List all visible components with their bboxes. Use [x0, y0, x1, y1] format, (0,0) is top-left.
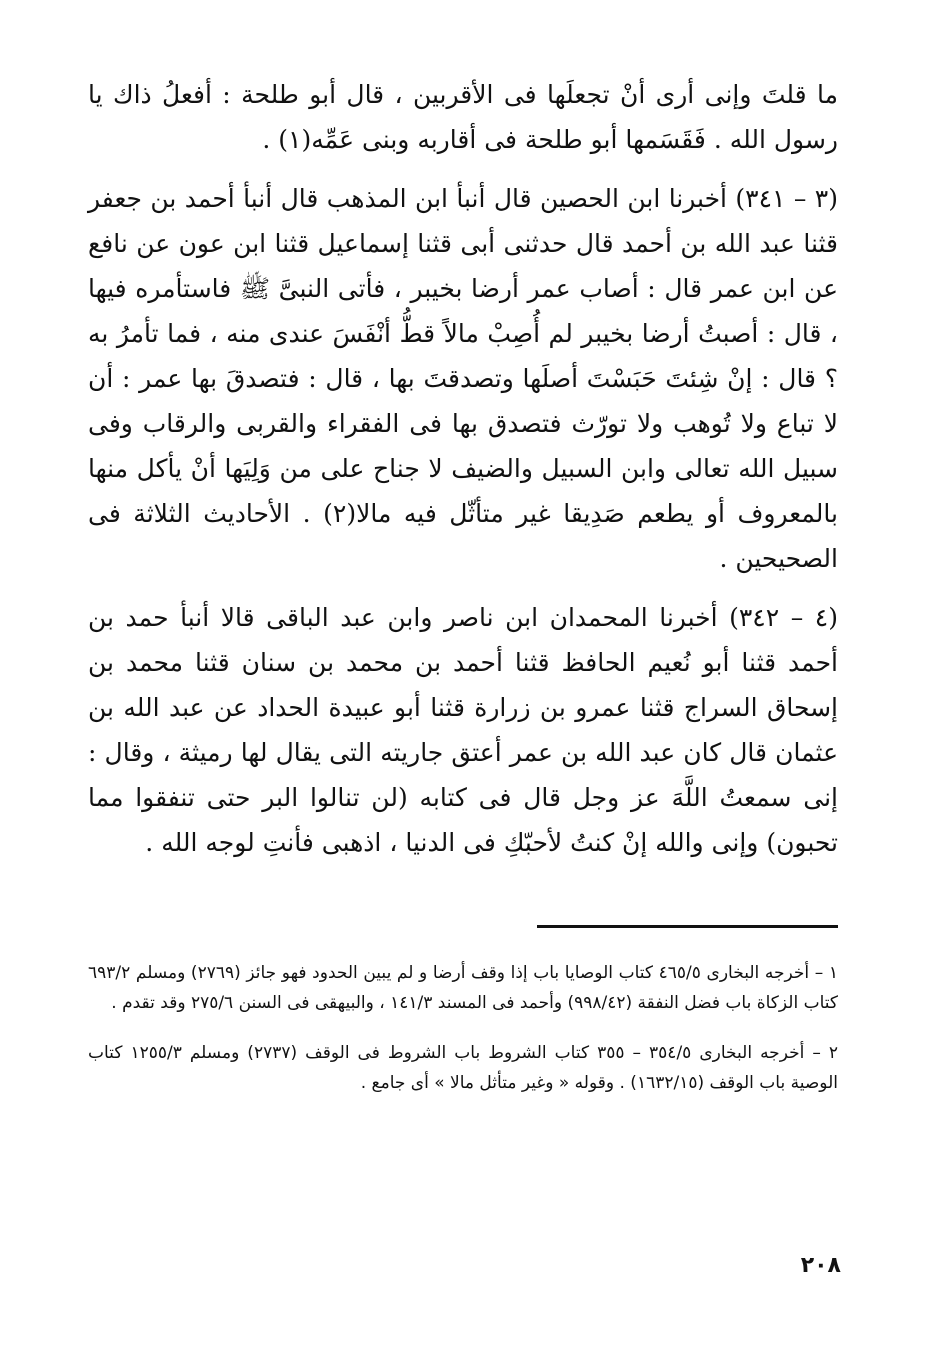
- footnote-2: ٢ – أخرجه البخارى ٣٥٤/٥ – ٣٥٥ كتاب الشروط باب الشروط فى الوقف (٢٧٣٧) ومسلم ١٢٥٥/٣ كتاب الوصية باب الوقف (١٦٣٢/١٥) . وقوله « وغير متأثل مالا » أى جامع .: [88, 1043, 838, 1093]
- hadith-342: (٤ – ٣٤٢) أخبرنا المحمدان ابن ناصر وابن عبد الباقى قالا أنبأ حمد بن أحمد قثنا أبو نُعيم الحافظ قثنا أحمد بن محمد بن سنان قثنا محمد بن إسحاق السراج قثنا عمرو بن زرارة قثنا أبو عبيدة الحداد عن عبد الله بن عثمان قال كان عبد الله بن عمر أعتق جاريته التى يقال لها رميثة ، وقال : إنى سمعتُ اللَّهَ عز وجل قال فى كتابه (لن تنالوا البر حتى تنفقوا مما تحبون) وإنى والله إنْ كنتُ لأحبّكِ فى الدنيا ، اذهبى فأنتِ لوجه الله .: [88, 603, 838, 857]
- main-text-block: [88, 72, 838, 865]
- page-number: ٢٠٨: [800, 1253, 841, 1278]
- paragraph-continuation: ما قلتَ وإنى أرى أنْ تجعلَها فى الأقربين ، قال أبو طلحة : أفعلُ ذاك يا رسول الله . فَقَسَمها أبو طلحة فى أقاربه وبنى عَمِّه(١) .: [88, 80, 838, 154]
- hadith-341: (٣ – ٣٤١) أخبرنا ابن الحصين قال أنبأ ابن المذهب قال أنبأ أحمد بن جعفر قثنا عبد الله بن أحمد قال حدثنى أبى قثنا إسماعيل قثنا ابن عون عن نافع عن ابن عمر قال : أصاب عمر أرضا بخيبر ، فأتى النبىَّ ﷺ فاستأمره فيها ، قال : أصبتُ أرضا بخيبر لم أُصِبْ مالاً قطُّ أنْفَسَ عندى منه ، فما تأمرُ به ؟ قال : إنْ شِئتَ حَبَسْتَ أصلَها وتصدقتَ بها ، قال : فتصدقَ بها عمر : أن لا تباع ولا تُوهب ولا تورّث فتصدق بها فى الفقراء والقربى والرقاب وفى سبيل الله تعالى وابن السبيل والضيف لا جناح على من وَلِيَها أنْ يأكل منها بالمعروف أو يطعم صَدِيقا غير متأثّل فيه مالا(٢) . الأحاديث الثلاثة فى الصحيحين .: [88, 184, 838, 573]
- footnote-separator: [537, 925, 838, 928]
- footnote-1: ١ – أخرجه البخارى ٤٦٥/٥ كتاب الوصايا باب إذا وقف أرضا و لم يبين الحدود فهو جائز (٢٧٦٩) ومسلم ٦٩٣/٢ كتاب الزكاة باب فضل النفقة (٩٩٨/٤٢) وأحمد فى المسند ١٤١/٣ ، والبيهقى فى السنن ٢٧٥/٦ وقد تقدم .: [88, 963, 838, 1013]
- footnotes-block: [88, 958, 838, 1098]
